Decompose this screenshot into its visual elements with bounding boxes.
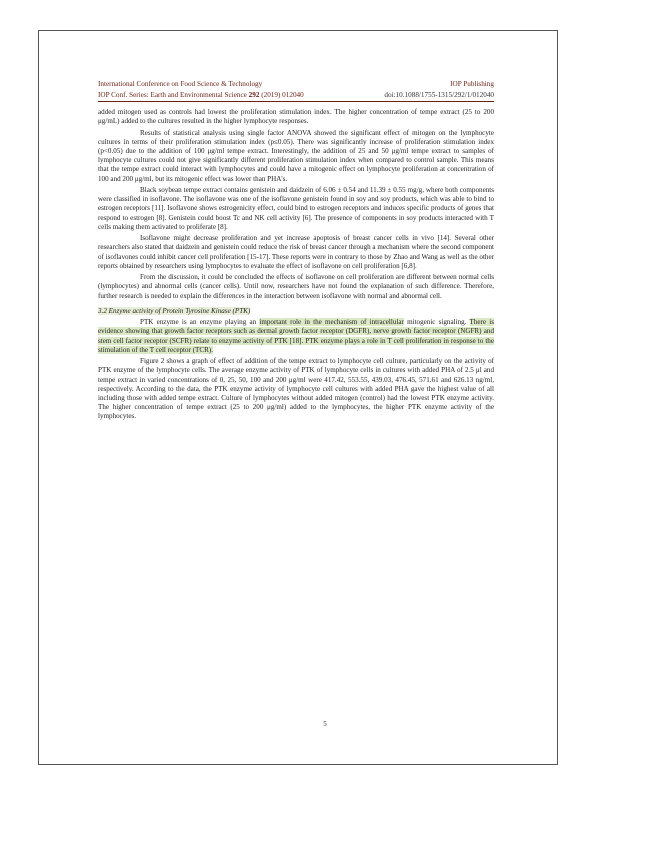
series-citation: IOP Conf. Series: Earth and Environmental Science 292 (2019) 012040 <box>98 91 304 99</box>
page-number: 5 <box>323 720 327 728</box>
highlight-receptor-evidence: There is evidence showing that growth factor receptors such as dermal growth factor receptor (DGFR), nerve growth factor receptor (NGFR) and stem cell factor receptor (SCFR) relate to enzyme activity of PTK [18]. PTK enzyme plays a role in T cell proliferation in response to the stimulation of the T cell receptor (TCR). <box>98 318 494 354</box>
paragraph-7: Figure 2 shows a graph of effect of addition of the tempe extract to lymphocyte cell culture, particularly on the activity of PTK enzyme of the lymphocyte cells. The average enzyme activity of PTK of lymphocyte cells in cultures with added PHA of 2.5 μl and tempe extract in varied concentrations of 0, 25, 50, 100 and 200 μg/ml were 417.42, 553.55, 439.03, 476.45, 571.61 and 626.13 ng/ml, respectively. According to the data, the PTK enzyme activity of lymphocyte cell cultures with added PHA gave the highest value of all including those with added tempe extract. Culture of lymphocytes without added mitogen (control) had the lowest PTK enzyme activity. The higher concentration of tempe extract (25 to 200 μg/ml) added to the lymphocytes, the higher PTK enzyme activity of the lymphocytes. <box>98 357 494 421</box>
paragraph-3: Black soybean tempe extract contains genistein and daidzein of 6.06 ± 0.54 and 11.39 ± 0.55 mg/g, where both components were classified in isoflavone. The isoflavone was one of the isoflavone genistein found in soy and soy products, which was able to bind to estrogen receptors [11]. Isoflavone shows estrogenicity effect, could bind to estrogen receptors and induces specific products of genes that respond to estrogen [8]. Genistein could boost Tc and NK cell activity [6]. The presence of components in soy products interacted with T cells making them activated to proliferate [8]. <box>98 186 494 231</box>
citation-line <box>98 91 494 102</box>
doi-link[interactable]: doi:10.1088/1755-1315/292/1/012040 <box>384 91 494 99</box>
paragraph-4: Isoflavone might decrease proliferation and yet increase apoptosis of breast cancer cells in vivo [14]. Several other researchers also stated that daidzein and genistein could reduce the risk of breast cancer through a mechanism where the second component of isoflavones could inhibit cancer cell proliferation [15-17]. These reports were in contrary to those by Zhao and Wang as well as the other reports obtained by researchers using lymphocytes to evaluate the effect of isoflavone on cell proliferation [6,8]. <box>98 234 494 270</box>
paragraph-6: PTK enzyme is an enzyme playing an important role in the mechanism of intracellular mitogenic signaling. There is evidence showing that growth factor receptors such as dermal growth factor receptor (DGFR), nerve growth factor receptor (NGFR) and stem cell factor receptor (SCFR) relate to enzyme activity of PTK [18]. PTK enzyme plays a role in T cell proliferation in response to the stimulation of the T cell receptor (TCR). <box>98 318 494 354</box>
paragraph-5: From the discussion, it could be concluded the effects of isoflavone on cell proliferation are different between normal cells (lymphocytes) and abnormal cells (cancer cells). Until now, researchers have not found the explanation of such difference. Therefore, further research is needed to explain the differences in the interaction between isoflavone with normal and abnormal cell. <box>98 273 494 300</box>
running-header <box>98 80 494 89</box>
paragraph-1: added mitogen used as controls had lowest the proliferation stimulation index. The higher concentration of tempe extract (25 to 200 μg/mL) added to the cultures resulted in the higher lymphocyte responses. <box>98 108 494 126</box>
publisher-name: IOP Publishing <box>450 80 494 88</box>
conference-name: International Conference on Food Science & Technology <box>98 80 263 88</box>
paragraph-2: Results of statistical analysis using single factor ANOVA showed the significant effect of mitogen on the lymphocyte cultures in terms of their proliferation stimulation index (p≤0.05). There was significantly increase of proliferation stimulation index (p<0.05) due to the addition of 100 μg/ml tempe extract. Interestingly, the addition of 25 and 50 μg/ml tempe extract to samples of lymphocyte cultures could not give significantly different proliferation stimulation index when compared to control sample. This means that the tempe extract could interact with lymphocytes and could have a mitogenic effect on lymphocyte proliferation at concentration of 100 and 200 μg/ml, but its mitogenic effect was lower than PHA's. <box>98 128 494 183</box>
highlight-important-role: important role in the mechanism of intracellular <box>259 318 404 327</box>
page-body <box>98 108 494 424</box>
section-heading: 3.2 Enzyme activity of Protein Tyrosine Kinase (PTK) <box>98 306 251 315</box>
